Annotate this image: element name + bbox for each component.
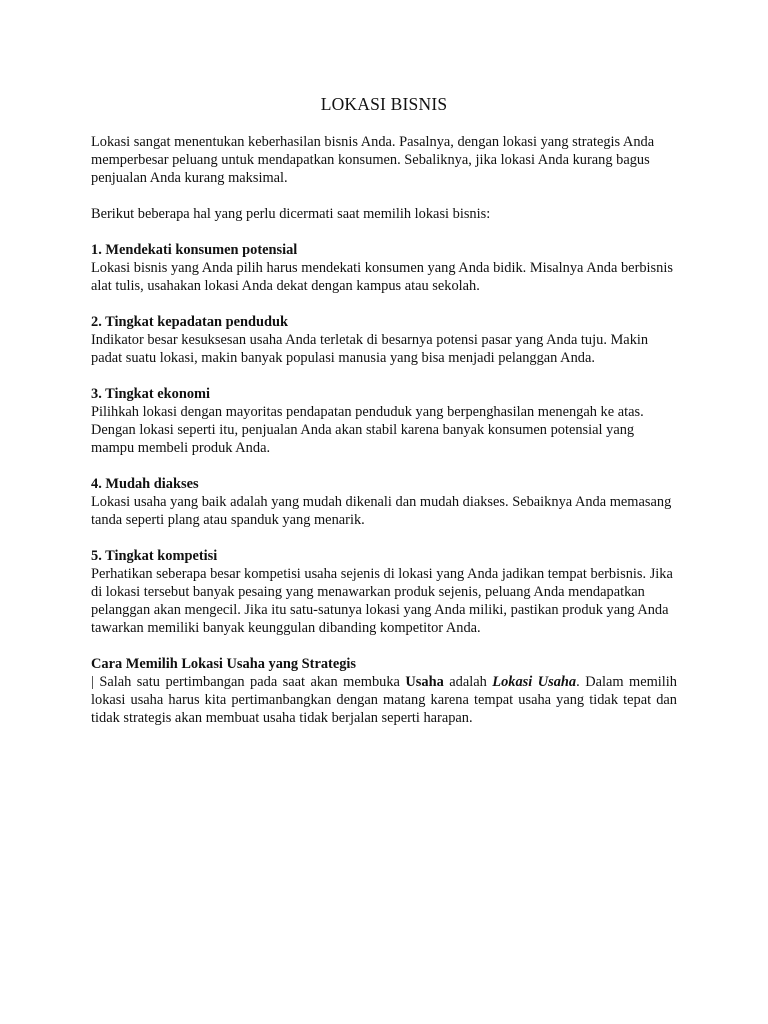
section-heading: 5. Tingkat kompetisi — [91, 548, 218, 564]
section-body: Lokasi bisnis yang Anda pilih harus mendekati konsumen yang Anda bidik. Misalnya Anda berbisnis alat tulis, usahakan lokasi Anda dekat dengan kampus atau sekolah. — [91, 260, 673, 294]
section-heading: 1. Mendekati konsumen potensial — [91, 242, 298, 258]
section-tingkat-ekonomi — [91, 385, 677, 457]
document-title: LOKASI BISNIS — [320, 94, 448, 114]
section-heading: 2. Tingkat kepadatan penduduk — [91, 314, 289, 330]
section-kepadatan-penduduk — [91, 313, 677, 367]
section-tingkat-kompetisi — [91, 547, 677, 637]
bold-term-usaha: Usaha — [405, 674, 444, 690]
bold-italic-term-lokasi-usaha: Lokasi Usaha — [492, 674, 577, 690]
section-body: Perhatikan seberapa besar kompetisi usaha sejenis di lokasi yang Anda jadikan tempat berbisnis. Jika di lokasi tersebut banyak pesaing yang menawarkan produk sejenis, peluang Anda mendapatkan pelanggan akan mengecil. Jika itu satu-satunya lokasi yang Anda miliki, pastikan produk yang Anda tawarkan memiliki banyak keunggulan dibanding kompetitor Anda. — [91, 566, 673, 636]
section-konsumen-potensial — [91, 241, 677, 295]
section-heading: 3. Tingkat ekonomi — [91, 386, 211, 402]
final-text-part: | Salah satu pertimbangan pada saat akan membuka — [91, 674, 406, 690]
lead-in-paragraph: Berikut beberapa hal yang perlu dicermati saat memilih lokasi bisnis: — [91, 206, 491, 222]
final-text-part: . Dalam memilih lokasi usaha harus kita pertimanbangkan dengan matang karena tempat usaha yang tidak tepat dan tidak strategis akan membuat usaha tidak berjalan seperti harapan. — [91, 674, 677, 726]
intro-paragraph: Lokasi sangat menentukan keberhasilan bisnis Anda. Pasalnya, dengan lokasi yang strategis Anda memperbesar peluang untuk mendapatkan konsumen. Sebaliknya, jika lokasi Anda kurang bagus penjualan Anda kurang maksimal. — [91, 134, 655, 186]
section-body: Indikator besar kesuksesan usaha Anda terletak di besarnya potensi pasar yang Anda tuju. Makin padat suatu lokasi, makin banyak populasi manusia yang bisa menjadi pelanggan Anda. — [91, 332, 649, 366]
document-page — [91, 93, 677, 745]
section-heading: 4. Mudah diakses — [91, 476, 199, 492]
section-body: Pilihkah lokasi dengan mayoritas pendapatan penduduk yang berpenghasilan menengah ke atas. Dengan lokasi seperti itu, penjualan Anda akan stabil karena banyak konsumen potensial yang mampu membeli produk Anda. — [91, 404, 644, 456]
section-mudah-diakses — [91, 475, 677, 529]
section-cara-memilih-lokasi — [91, 655, 677, 727]
final-text-part: adalah — [443, 674, 493, 690]
final-section-heading: Cara Memilih Lokasi Usaha yang Strategis — [91, 656, 357, 672]
section-body: Lokasi usaha yang baik adalah yang mudah dikenali dan mudah diakses. Sebaiknya Anda memasang tanda seperti plang atau spanduk yang menarik. — [91, 494, 672, 528]
final-section-body — [91, 673, 677, 727]
